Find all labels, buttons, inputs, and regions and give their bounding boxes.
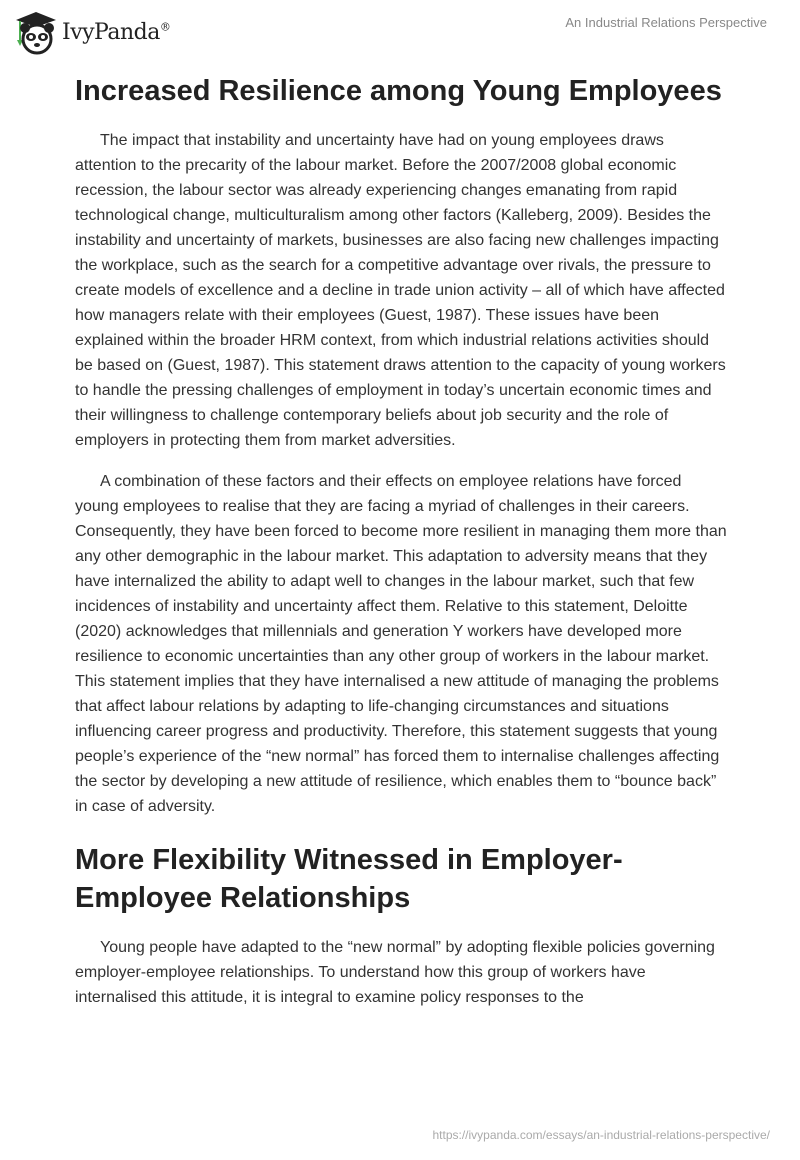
panda-graduate-icon xyxy=(12,8,56,56)
source-url[interactable]: https://ivypanda.com/essays/an-industrial-relations-perspective/ xyxy=(432,1128,770,1142)
essay-content xyxy=(75,72,727,1026)
logo-text: IvyPanda® xyxy=(62,19,171,45)
page-header xyxy=(0,0,800,60)
document-title: An Industrial Relations Perspective xyxy=(565,15,767,30)
section-heading: More Flexibility Witnessed in Employer-Employee Relationships xyxy=(75,844,623,914)
section-heading: Increased Resilience among Young Employees xyxy=(75,75,722,107)
paragraph: A combination of these factors and their effects on employee relations have forced young employees to realise that they are facing a myriad of challenges in their careers. Consequently, they have been forced to become more resilient in managing them more than any other demographic in the labour market. This adaptation to adversity means that they have internalized the ability to adapt well to changes in the labour market, such that few incidences of instability and uncertainty affect them. Relative to this statement, Deloitte (2020) acknowledges that millennials and generation Y workers have developed more resilience to economic uncertainties than any other group of workers in the labour market. This statement implies that they have internalised a new attitude of managing the problems that affect labour relations by adapting to life-changing circumstances and situations influencing career progress and productivity. Therefore, this statement suggests that young people’s experience of the “new normal” has forced them to internalise challenges affecting the sector by developing a new attitude of resilience, which enables them to “bounce back” in case of adversity. xyxy=(75,473,727,815)
paragraph: Young people have adapted to the “new normal” by adopting flexible policies governing employer-employee relationships. To understand how this group of workers have internalised this attitude, it is integral to examine policy responses to the xyxy=(75,939,715,1006)
paragraph: The impact that instability and uncertainty have had on young employees draws attention to the precarity of the labour market. Before the 2007/2008 global economic recession, the labour sector was already experiencing changes emanating from rapid technological change, multiculturalism among other factors (Kalleberg, 2009). Besides the instability and uncertainty of markets, businesses are also facing new challenges impacting the workplace, such as the search for a competitive advantage over rivals, the pressure to create models of excellence and a decline in trade union activity – all of which have affected how managers relate with their employees (Guest, 1987). These issues have been explained within the broader HRM context, from which industrial relations activities should be based on (Guest, 1987). This statement draws attention to the capacity of young workers to handle the pressing challenges of employment in today’s uncertain economic times and their willingness to challenge contemporary beliefs about job security and the role of employers in protecting them from market adversities. xyxy=(75,132,726,449)
ivypanda-logo[interactable] xyxy=(12,8,170,56)
